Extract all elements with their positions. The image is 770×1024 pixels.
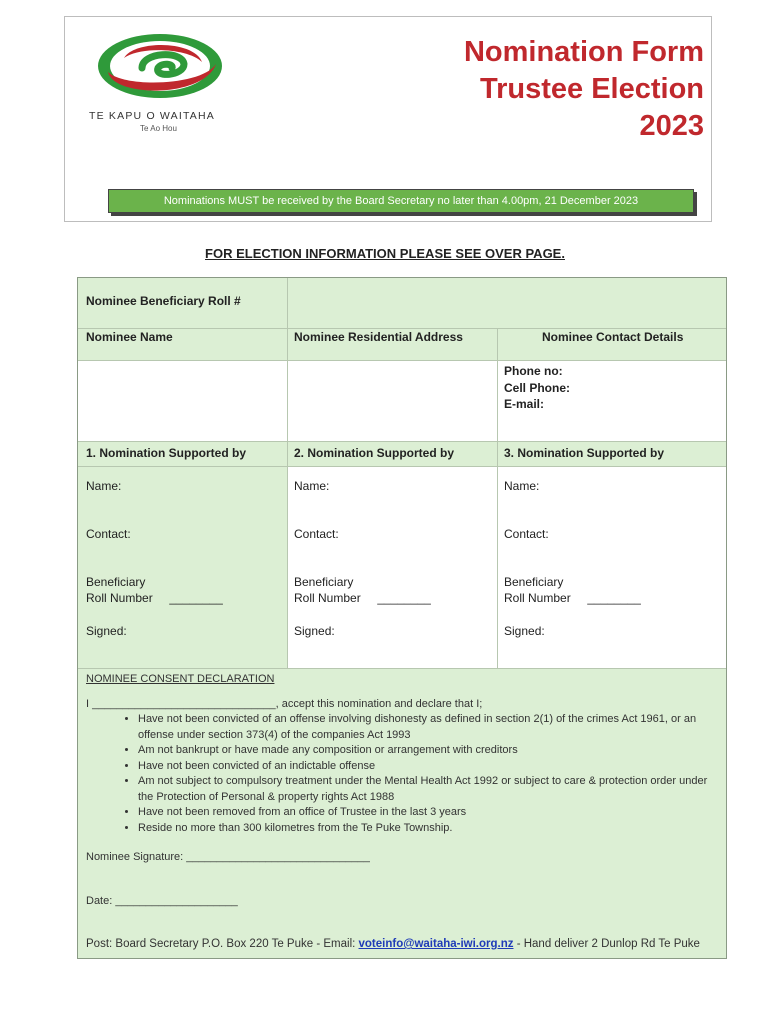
supporter-2-contact-label: Contact:: [294, 527, 339, 541]
footer-post: Post: Board Secretary P.O. Box 220 Te Puke - Email:: [86, 938, 359, 950]
consent-list: [86, 712, 718, 836]
org-tagline: Te Ao Hou: [140, 124, 177, 133]
nominee-address-field[interactable]: [288, 361, 497, 441]
footer-contact: [86, 937, 718, 953]
deadline-banner: Nominations MUST be received by the Board Secretary no later than 4.00pm, 21 December 2023: [108, 189, 694, 213]
nominee-name-label: Nominee Name: [86, 330, 173, 344]
title-line-1: Nomination Form: [463, 36, 704, 68]
roll-label: Nominee Beneficiary Roll #: [86, 294, 241, 308]
nominee-contact-label: Nominee Contact Details: [542, 330, 684, 344]
consent-item: • Have not been convicted of an indictable offense: [138, 759, 718, 775]
supporter-2-block[interactable]: [288, 467, 497, 668]
title-line-2: Trustee Election: [479, 73, 704, 105]
org-name: TE KAPU O WAITAHA: [89, 110, 215, 122]
nominee-contact-field[interactable]: [498, 361, 726, 441]
supporter-3-roll-number-label: Roll Number ________: [504, 591, 641, 605]
consent-item: • Am not subject to compulsory treatment under the Mental Health Act 1992 or subject to care & protection order under the Protection of Personal & property rights Act 1988: [138, 774, 718, 805]
supporter-1-signed-label: Signed:: [86, 624, 127, 638]
consent-item: • Have not been removed from an office of Trustee in the last 3 years: [138, 805, 718, 821]
nominee-address-label: Nominee Residential Address: [294, 330, 463, 344]
supporter-3-beneficiary-label: Beneficiary: [504, 575, 564, 589]
form-title: [464, 34, 704, 145]
supporter-3-heading: 3. Nomination Supported by: [504, 446, 665, 460]
email-label: E-mail:: [504, 397, 545, 411]
consent-item: • Have not been convicted of an offense involving dishonesty as defined in section 2(1) of the crimes Act 1961, or an offense under section 373(4) of the companies Act 1993: [138, 712, 718, 743]
supporter-2-name-label: Name:: [294, 479, 330, 493]
supporter-1-roll-number-label: Roll Number ________: [86, 591, 223, 605]
consent-intro: I ______________________________, accept this nomination and declare that I;: [86, 697, 483, 710]
consent-item: • Reside no more than 300 kilometres from the Te Puke Township.: [138, 821, 718, 837]
supporter-3-contact-label: Contact:: [504, 527, 549, 541]
consent-heading: NOMINEE CONSENT DECLARATION: [86, 673, 275, 685]
supporter-3-signed-label: Signed:: [504, 624, 545, 638]
supporter-3-block[interactable]: [498, 467, 726, 668]
supporter-1-heading: 1. Nomination Supported by: [86, 446, 247, 460]
cell-phone-label: Cell Phone:: [504, 380, 571, 395]
supporter-1-contact-label: Contact:: [86, 527, 131, 541]
supporter-3-name-label: Name:: [504, 479, 540, 493]
supporter-2-beneficiary-label: Beneficiary: [294, 575, 354, 589]
election-info-notice: FOR ELECTION INFORMATION PLEASE SEE OVER PAGE.: [205, 246, 565, 261]
phone-label: Phone no:: [504, 364, 563, 378]
date-field[interactable]: Date: ____________________: [86, 894, 238, 907]
consent-item: • Am not bankrupt or have made any composition or arrangement with creditors: [138, 743, 718, 759]
supporter-1-beneficiary-label: Beneficiary: [86, 575, 146, 589]
title-line-3: 2023: [639, 110, 704, 142]
footer-hand-deliver: - Hand deliver 2 Dunlop Rd Te Puke: [513, 938, 700, 950]
supporter-1-block[interactable]: [78, 467, 287, 667]
supporter-2-signed-label: Signed:: [294, 624, 335, 638]
supporter-2-roll-number-label: Roll Number ________: [294, 591, 431, 605]
email-link[interactable]: voteinfo@waitaha-iwi.org.nz: [358, 938, 514, 950]
supporter-1-name-label: Name:: [86, 479, 122, 493]
nominee-signature-field[interactable]: Nominee Signature: ______________________________: [86, 851, 370, 863]
supporter-2-heading: 2. Nomination Supported by: [294, 446, 455, 460]
nominee-name-field[interactable]: [78, 361, 287, 441]
nomination-form: [77, 277, 727, 959]
consent-declaration: [86, 672, 718, 953]
